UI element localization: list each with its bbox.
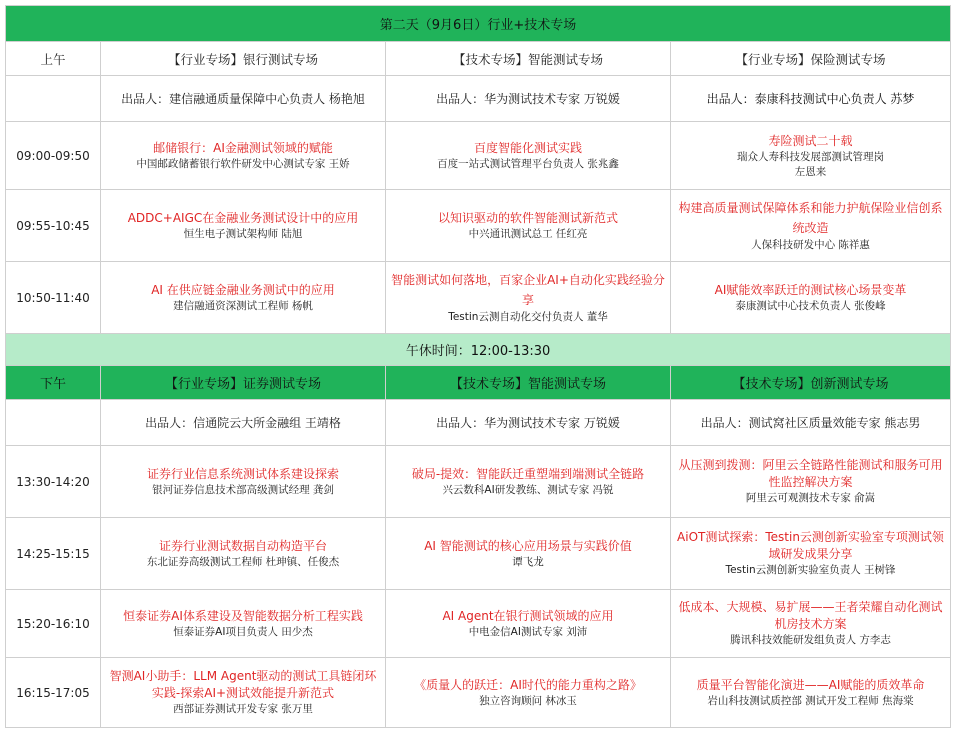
talk-title: 构建高质量测试保障体系和能力护航保险业信创系统改造 xyxy=(678,201,943,235)
talk-title: 恒泰证券AI体系建设及智能数据分析工程实践 xyxy=(123,609,363,623)
talk-title: 智能测试如何落地，百家企业AI+自动化实践经验分享 xyxy=(391,273,665,307)
talk-title: 百度智能化测试实践 xyxy=(473,141,582,155)
talk-title: 质量平台智能化演进——AI赋能的质效革命 xyxy=(696,678,925,692)
talk-title: AI赋能效率跃迁的测试核心场景变革 xyxy=(714,283,907,297)
talk-title: 低成本、大规模、易扩展——王者荣耀自动化测试机房技术方案 xyxy=(678,600,943,631)
speaker: 瑞众人寿科技发展部测试管理岗 左恩来 xyxy=(737,150,884,178)
speaker: 泰康测试中心技术负责人 张俊峰 xyxy=(735,300,886,312)
speaker: Testin云测创新实验室负责人 王树锋 xyxy=(725,564,896,576)
schedule-wrapper xyxy=(5,5,950,728)
speaker: 东北证券高级测试工程师 杜珅镇、任俊杰 xyxy=(146,556,340,568)
morning-producer-3: 出品人：泰康科技测试中心负责人 苏梦 xyxy=(671,76,951,122)
blank-cell xyxy=(6,400,101,446)
speaker: 建信融通资深测试工程师 杨帆 xyxy=(173,300,313,312)
speaker: 谭飞龙 xyxy=(512,556,544,568)
talk-title: AI 智能测试的核心应用场景与实践价值 xyxy=(424,539,632,553)
morning-track-row xyxy=(6,42,951,76)
morning-track-1: 【行业专场】银行测试专场 xyxy=(101,42,386,76)
slot-time: 10:50-11:40 xyxy=(6,262,101,334)
talk-title: AI 在供应链金融业务测试中的应用 xyxy=(151,283,335,297)
afternoon-track-3: 【技术专场】创新测试专场 xyxy=(671,366,951,400)
session-cell xyxy=(101,658,386,728)
slot-time: 09:00-09:50 xyxy=(6,122,101,190)
speaker: 银河证券信息技术部高级测试经理 龚剑 xyxy=(152,484,334,496)
slot-time: 09:55-10:45 xyxy=(6,190,101,262)
session-cell xyxy=(101,446,386,518)
schedule-table xyxy=(5,5,951,728)
morning-producer-1: 出品人：建信融通质量保障中心负责人 杨艳旭 xyxy=(101,76,386,122)
speaker: 恒泰证券AI项目负责人 田少杰 xyxy=(173,626,313,638)
slot-time: 15:20-16:10 xyxy=(6,590,101,658)
talk-title: 从压测到拨测：阿里云全链路性能测试和服务可用性监控解决方案 xyxy=(678,458,943,489)
speaker: 腾讯科技效能研发组负责人 方李志 xyxy=(730,634,891,646)
talk-title: ADDC+AIGC在金融业务测试设计中的应用 xyxy=(127,211,359,225)
morning-track-2: 【技术专场】智能测试专场 xyxy=(386,42,671,76)
lunch-row xyxy=(6,334,951,366)
session-cell xyxy=(386,518,671,590)
speaker: 百度一站式测试管理平台负责人 张兆鑫 xyxy=(437,158,619,170)
speaker: 岩山科技测试质控部 测试开发工程师 焦海棠 xyxy=(707,695,914,707)
slot-time: 14:25-15:15 xyxy=(6,518,101,590)
afternoon-producer-3: 出品人：测试窝社区质量效能专家 熊志男 xyxy=(671,400,951,446)
speaker: 恒生电子测试架构师 陆旭 xyxy=(183,228,303,240)
speaker: 人保科技研发中心 陈祥惠 xyxy=(751,239,870,251)
day-title-row xyxy=(6,6,951,42)
session-cell xyxy=(671,122,951,190)
session-cell xyxy=(386,446,671,518)
talk-title: AiOT测试探索：Testin云测创新实验室专项测试领域研发成果分享 xyxy=(677,530,944,561)
speaker: 中兴通讯测试总工 任红亮 xyxy=(468,228,588,240)
lunch-break: 午休时间：12:00-13:30 xyxy=(6,334,951,366)
speaker: 兴云数科AI研发教练、测试专家 冯锐 xyxy=(442,484,614,496)
morning-label: 上午 xyxy=(6,42,101,76)
speaker: 中国邮政储蓄银行软件研发中心测试专家 王娇 xyxy=(136,158,350,170)
session-cell xyxy=(671,658,951,728)
session-cell xyxy=(386,262,671,334)
speaker: 独立咨询顾问 林冰玉 xyxy=(479,695,577,707)
session-row xyxy=(6,122,951,190)
session-cell xyxy=(386,658,671,728)
morning-producer-2: 出品人：华为测试技术专家 万锐媛 xyxy=(386,76,671,122)
talk-title: 寿险测试二十载 xyxy=(768,133,853,148)
afternoon-track-row xyxy=(6,366,951,400)
session-cell xyxy=(386,590,671,658)
session-cell xyxy=(101,590,386,658)
talk-title: AI Agent在银行测试领域的应用 xyxy=(442,609,614,623)
session-cell xyxy=(671,518,951,590)
talk-title: 证券行业信息系统测试体系建设探索 xyxy=(146,467,339,481)
session-cell xyxy=(101,262,386,334)
session-cell xyxy=(671,590,951,658)
session-cell xyxy=(101,122,386,190)
session-row xyxy=(6,446,951,518)
session-cell xyxy=(101,518,386,590)
slot-time: 13:30-14:20 xyxy=(6,446,101,518)
afternoon-label: 下午 xyxy=(6,366,101,400)
speaker: 西部证券测试开发专家 张万里 xyxy=(173,703,313,715)
speaker: 阿里云可观测技术专家 俞嵩 xyxy=(745,492,876,504)
session-cell xyxy=(386,190,671,262)
talk-title: 以知识驱动的软件智能测试新范式 xyxy=(437,211,618,225)
session-row xyxy=(6,262,951,334)
blank-cell xyxy=(6,76,101,122)
afternoon-producer-row xyxy=(6,400,951,446)
session-row xyxy=(6,190,951,262)
speaker: 中电金信AI测试专家 刘沛 xyxy=(468,626,588,638)
talk-title: 《质量人的跃迁：AI时代的能力重构之路》 xyxy=(414,678,642,692)
talk-title: 邮储银行：AI金融测试领域的赋能 xyxy=(153,141,333,155)
afternoon-track-1: 【行业专场】证券测试专场 xyxy=(101,366,386,400)
talk-title: 智测AI小助手：LLM Agent驱动的测试工具链闭环实践-探索AI+测试效能提升新范式 xyxy=(109,669,377,700)
speaker: Testin云测自动化交付负责人 董华 xyxy=(448,311,608,323)
session-row xyxy=(6,518,951,590)
session-cell xyxy=(671,446,951,518)
afternoon-producer-2: 出品人：华为测试技术专家 万锐媛 xyxy=(386,400,671,446)
afternoon-track-2: 【技术专场】智能测试专场 xyxy=(386,366,671,400)
session-row xyxy=(6,658,951,728)
session-row xyxy=(6,590,951,658)
talk-title: 证券行业测试数据自动构造平台 xyxy=(158,539,327,553)
afternoon-producer-1: 出品人：信通院云大所金融组 王靖格 xyxy=(101,400,386,446)
session-cell xyxy=(671,190,951,262)
session-cell xyxy=(386,122,671,190)
slot-time: 16:15-17:05 xyxy=(6,658,101,728)
day-title: 第二天（9月6日）行业+技术专场 xyxy=(6,6,951,42)
session-cell xyxy=(101,190,386,262)
session-cell xyxy=(671,262,951,334)
talk-title: 破局-提效：智能跃迁重塑端到端测试全链路 xyxy=(411,467,645,481)
morning-track-3: 【行业专场】保险测试专场 xyxy=(671,42,951,76)
morning-producer-row xyxy=(6,76,951,122)
